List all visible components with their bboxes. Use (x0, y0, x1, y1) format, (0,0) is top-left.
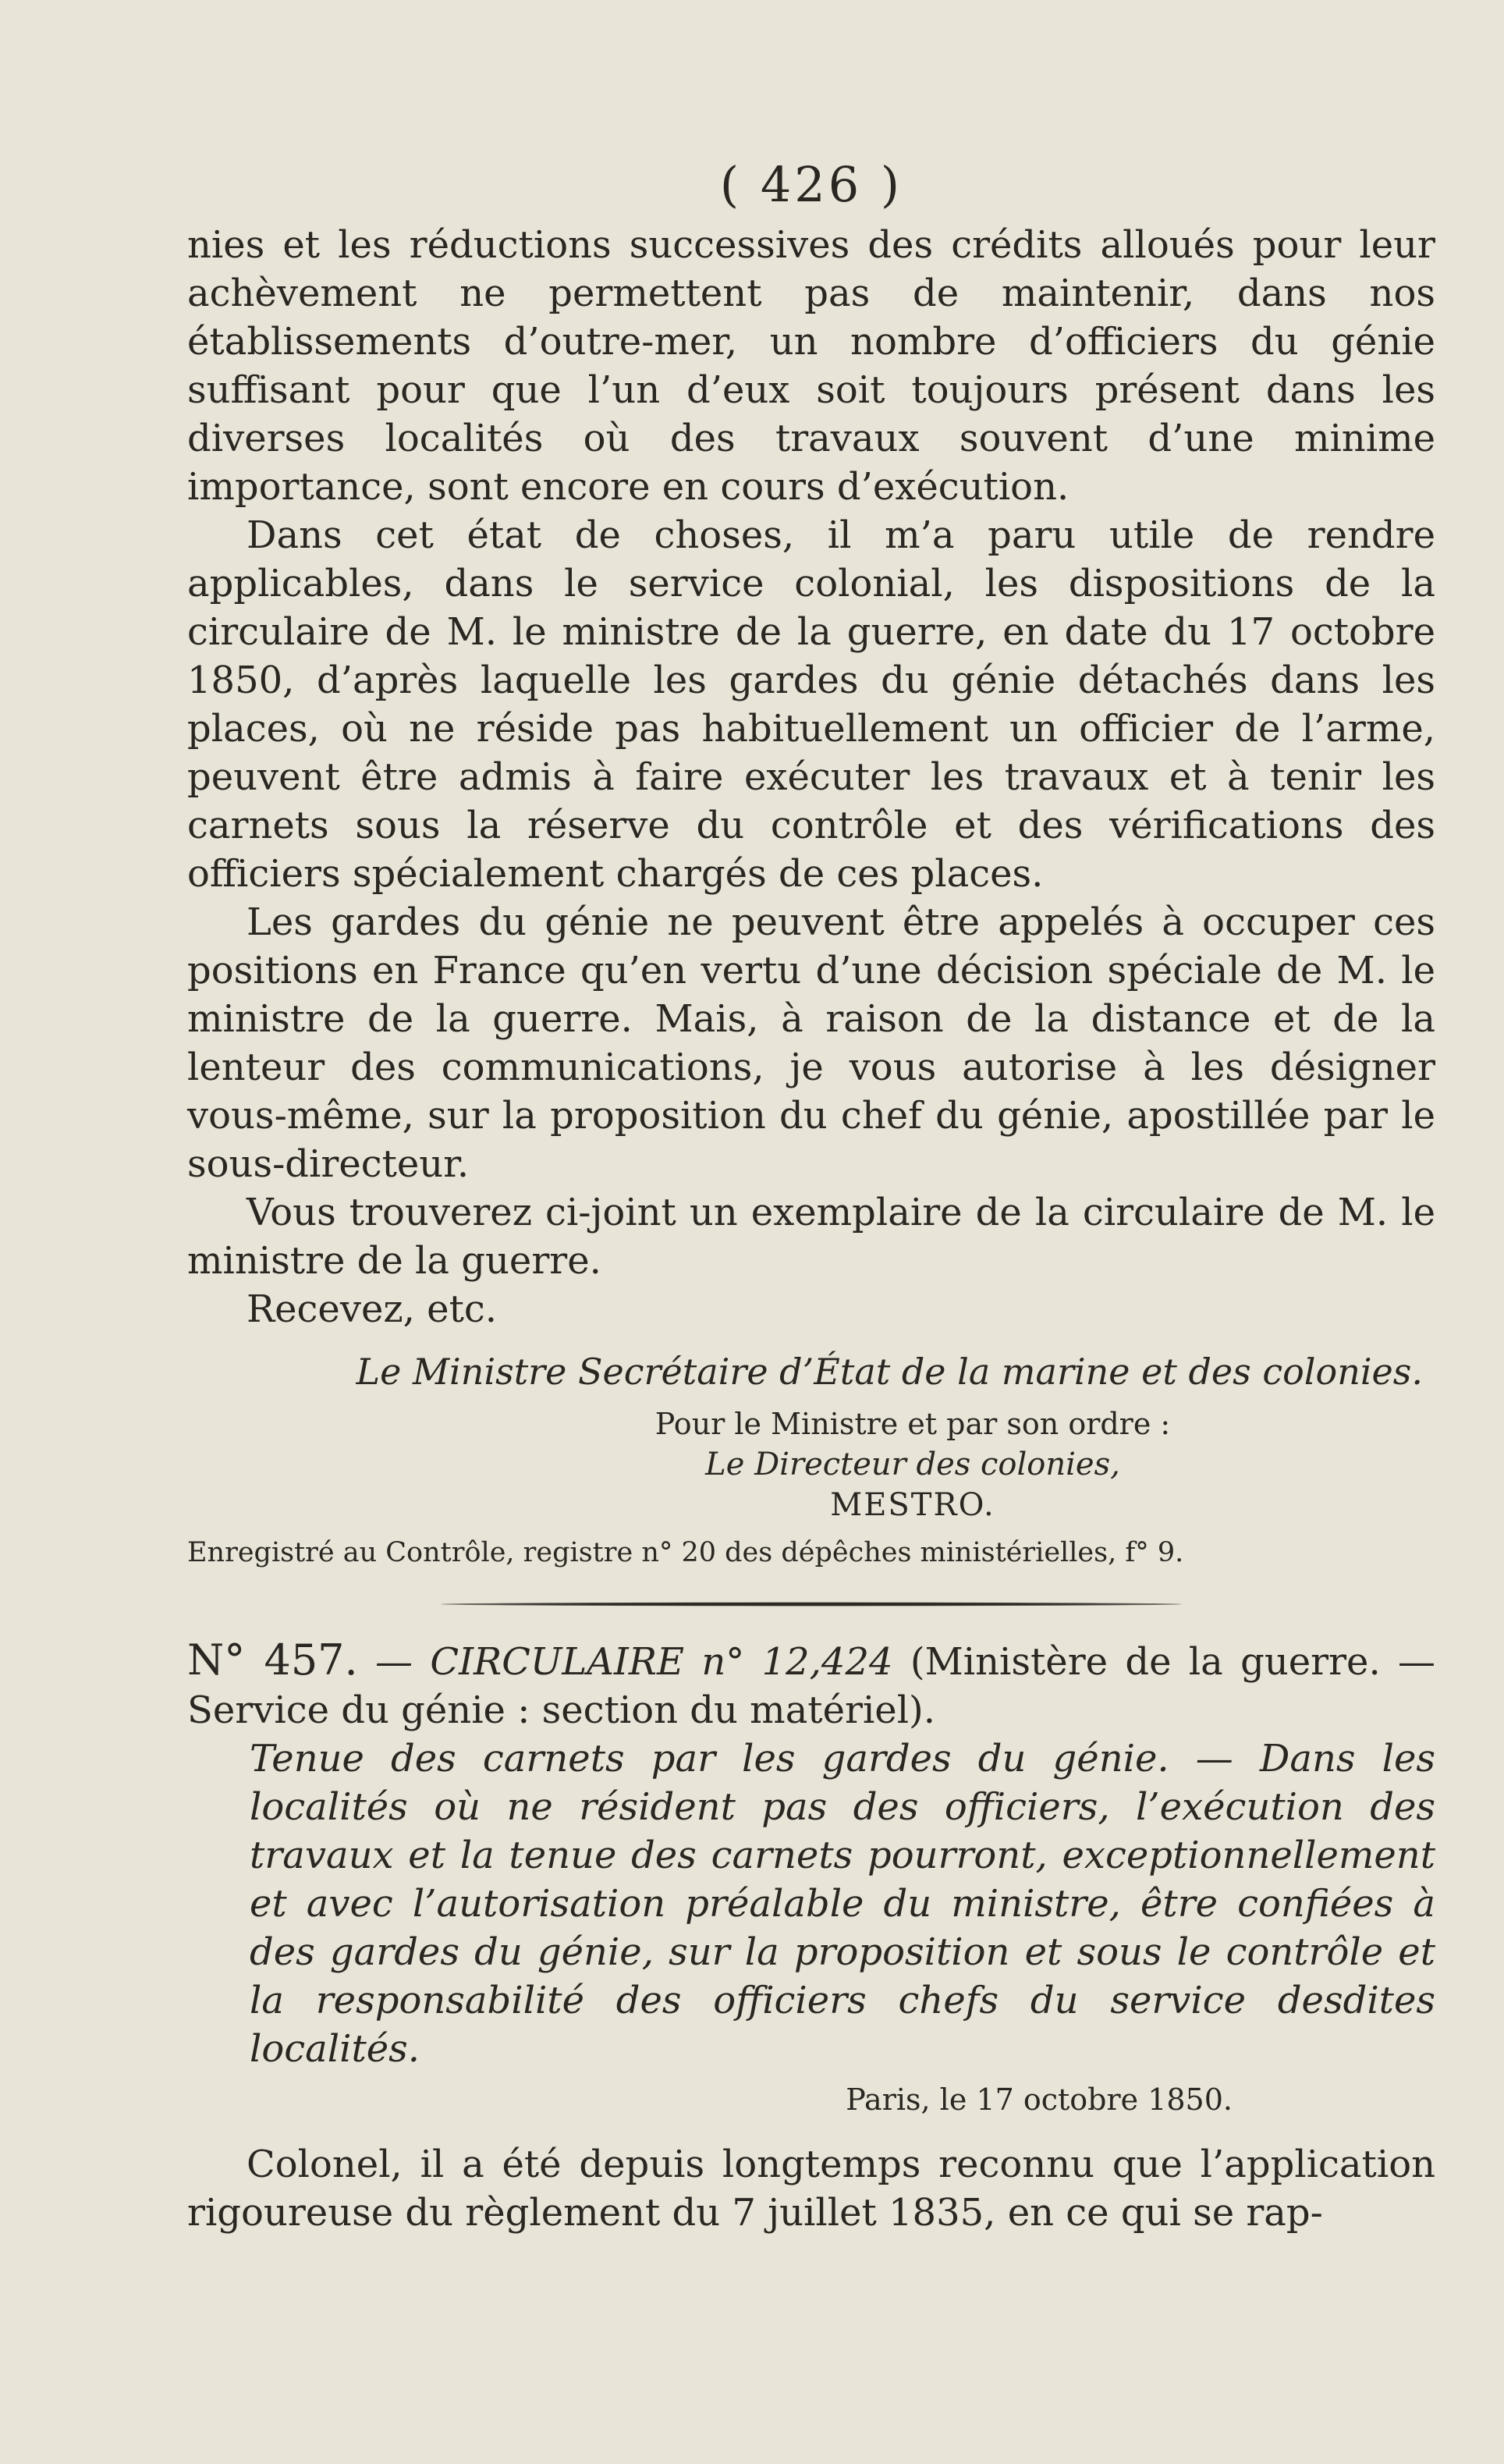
circular-number: N° 457. (187, 1635, 358, 1685)
paragraph-exemplaire: Vous trouverez ci-joint un exemplaire de la circulaire de M. le ministre de la guerre. (187, 1191, 1435, 1283)
circular-opening: Colonel, il a été depuis longtemps reconnu que l’application rigoureuse du règlement du 7 juillet 1835, en ce qui se rap- (187, 2143, 1435, 2235)
circular-title: — CIRCULAIRE n° 12,424 (375, 1640, 893, 1684)
section-divider (441, 1603, 1182, 1607)
circular-date: Paris, le 17 octobre 1850. (846, 2082, 1233, 2117)
circular-heading (187, 1636, 1435, 1734)
document-page (187, 156, 1435, 2237)
registry-note: Enregistré au Contrôle, registre n° 20 des dépêches ministérielles, f° 9. (187, 1537, 1184, 1568)
signatory-name: MESTRO. (830, 1487, 995, 1523)
paragraph-continuation: nies et les réductions successives des crédits alloués pour leur achèvement ne permettent pas de maintenir, dans nos établissements d’outre-mer, un nombre d’officiers du génie suffisant pour que l’un d’eux soit toujours présent dans les diverses localités où des travaux souvent d’une minime importance, sont encore en cours d’exécution. (187, 223, 1435, 509)
paragraph-gardes: Les gardes du génie ne peuvent être appelés à occuper ces positions en France qu’en vertu d’une décision spéciale de M. le ministre de la guerre. Mais, à raison de la distance et de la lenteur des communications, je vous autorise à les désigner vous-même, sur la proposition du chef du génie, apostillée par le sous-directeur. (187, 900, 1435, 1186)
paragraph-dispositions: Dans cet état de choses, il m’a paru utile de rendre applicables, dans le service colonial, les dispositions de la circulaire de M. le ministre de la guerre, en date du 17 octobre 1850, d’après laquelle les gardes du génie détachés dans les places, où ne réside pas habituellement un officier de l’arme, peuvent être admis à faire exécuter les travaux et à tenir les carnets sous la réserve du contrôle et des vérifications des officiers spécialement chargés de ces places. (187, 513, 1435, 896)
order-line: Pour le Ministre et par son ordre : (654, 1407, 1171, 1441)
minister-signature: Le Ministre Secrétaire d’État de la marine et des colonies. (356, 1351, 1423, 1393)
page-number: ( 426 ) (719, 156, 903, 213)
circular-summary: Tenue des carnets par les gardes du génie. — Dans les localités où ne résident pas des officiers, l’exécution des travaux et la tenue des carnets pourront, exceptionnellement et avec l’autorisation préalable du ministre, être confiées à des gardes du génie, sur la proposition et sous le contrôle et la responsabilité des officiers chefs du service desdites localités. (250, 1737, 1435, 2071)
paragraph-recevez: Recevez, etc. (247, 1287, 497, 1331)
circular-ministry: (Ministère de la guerre. — Service du génie : section du matériel). (187, 1640, 1436, 1732)
director-line: Le Directeur des colonies, (705, 1447, 1120, 1482)
